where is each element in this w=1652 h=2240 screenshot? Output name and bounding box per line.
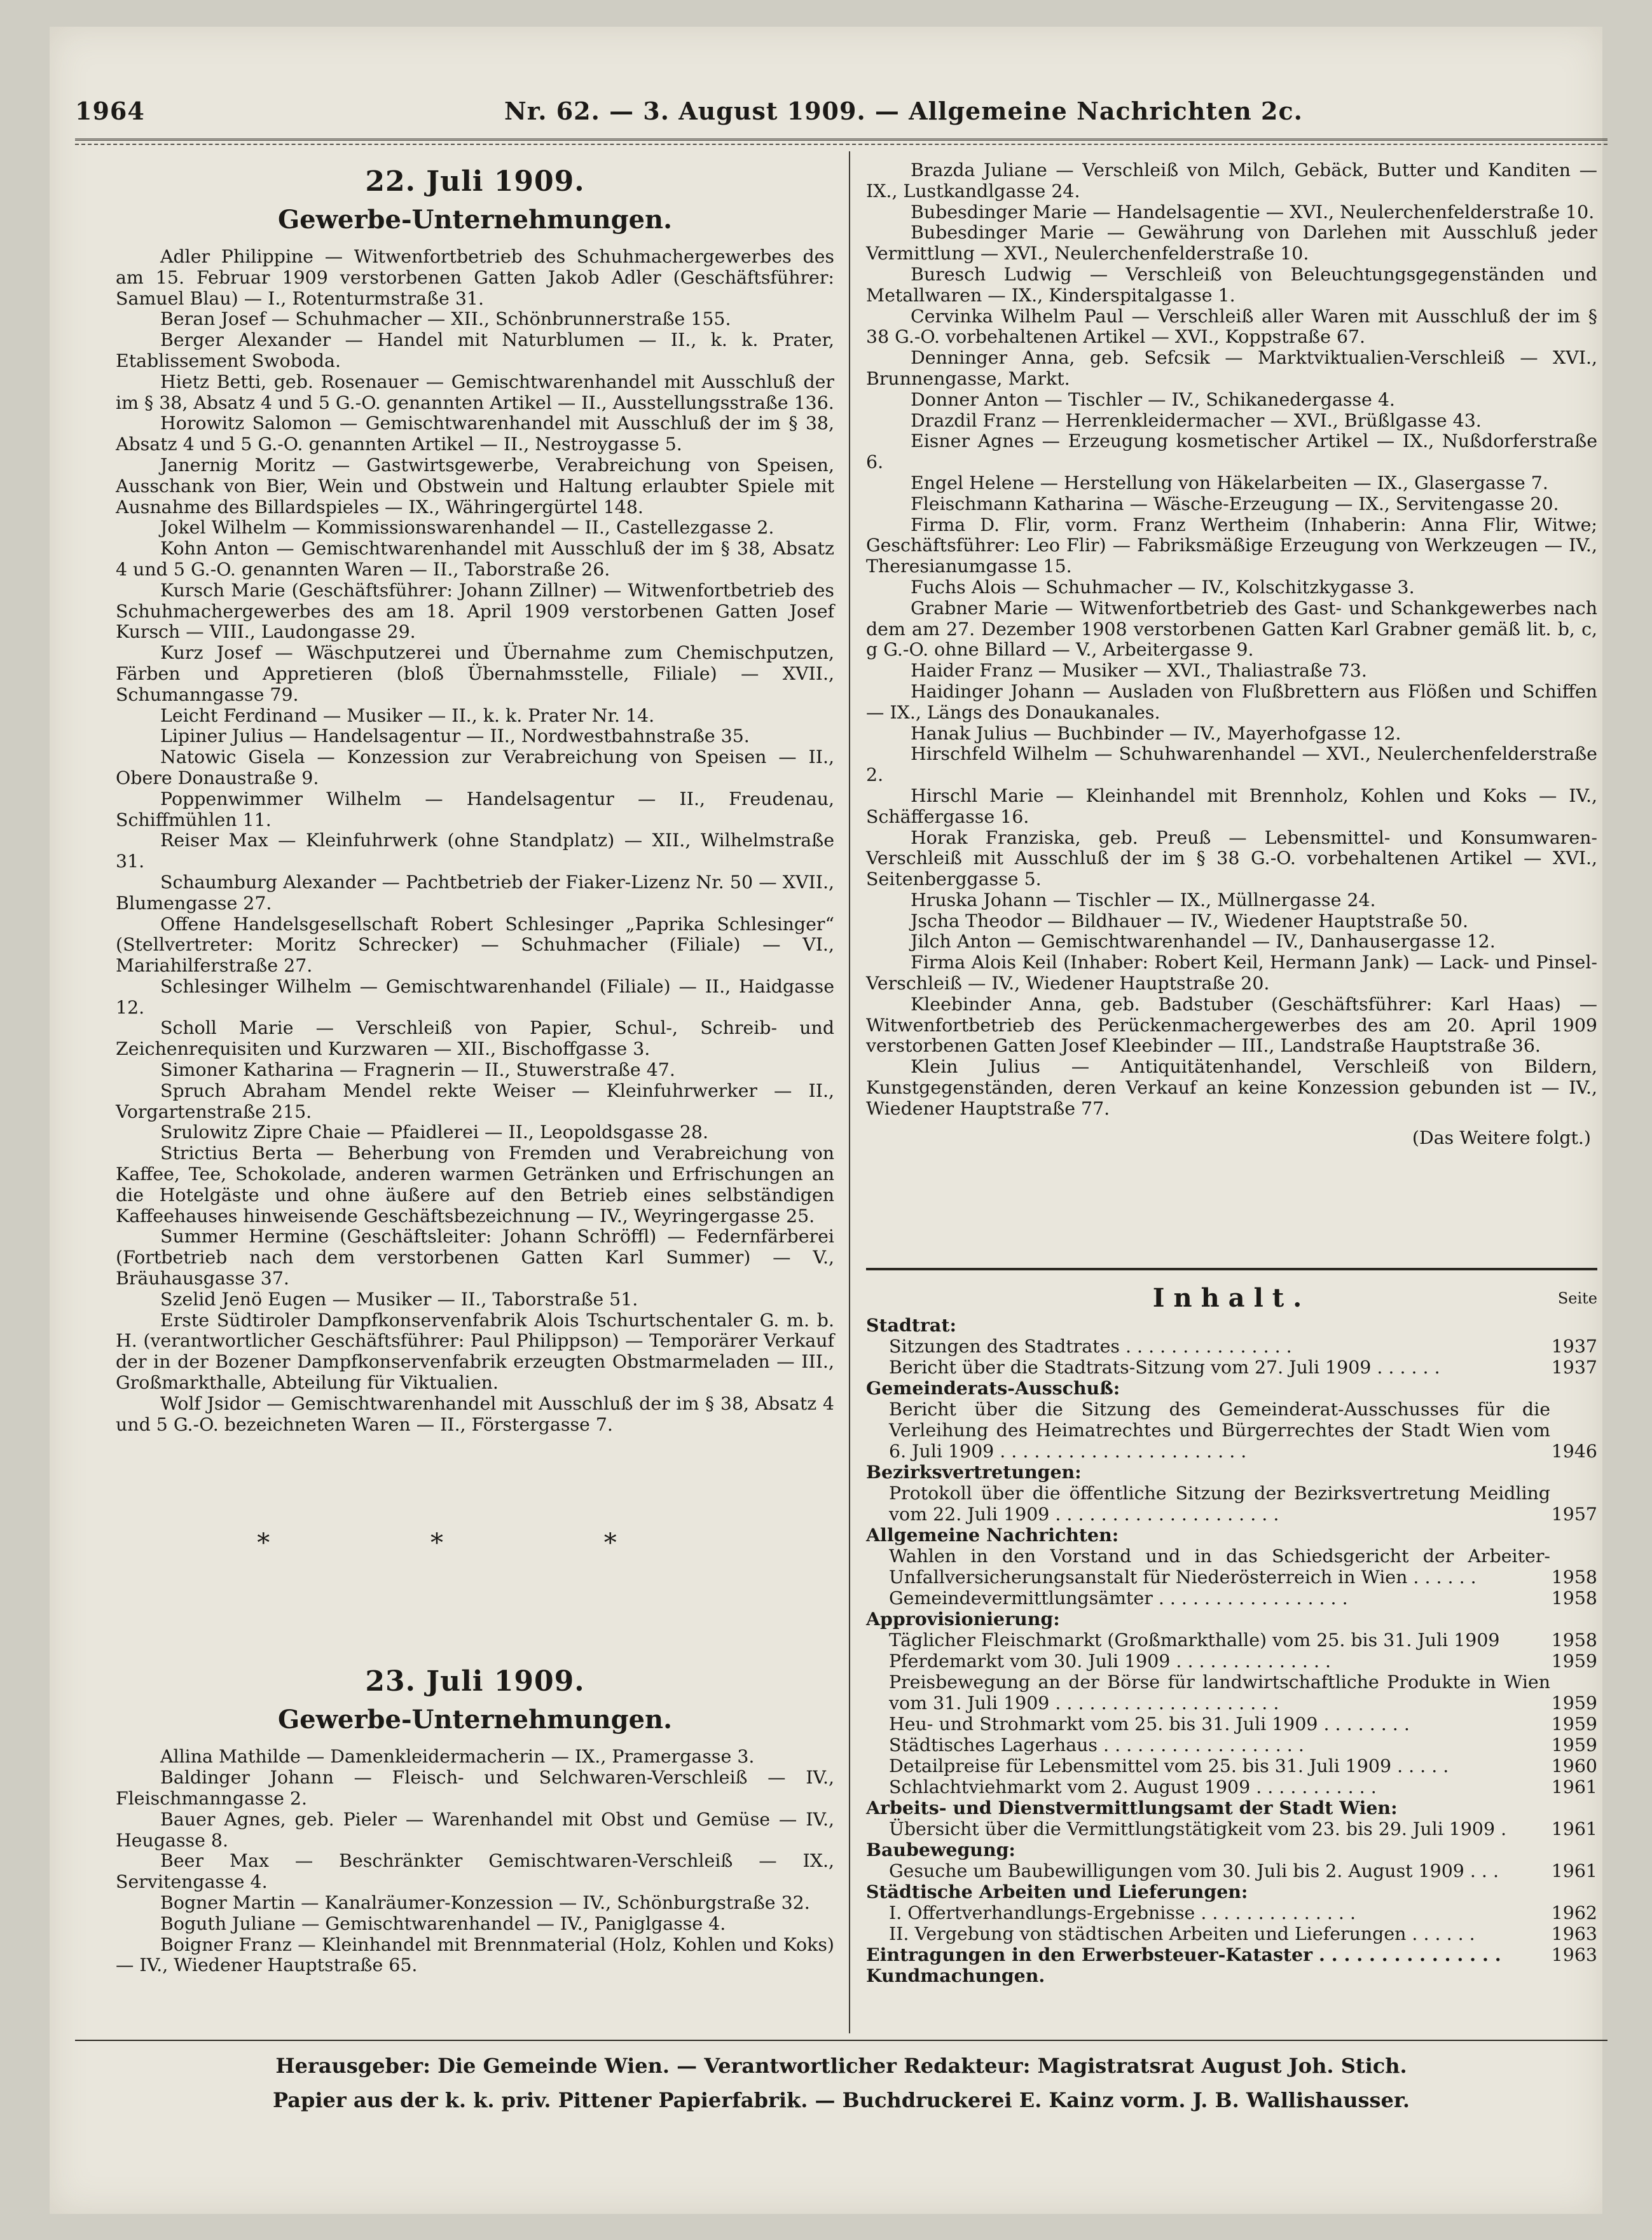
- list-item: Jscha Theodor — Bildhauer — IV., Wiedener Hauptstraße 50.: [911, 910, 1469, 931]
- list-item: Natowic Gisela — Konzession zur Verabreichung von Speisen — II., Obere Donaustraße 9.: [116, 746, 834, 788]
- list-item: Boguth Juliane — Gemischtwarenhandel — IV., Paniglgasse 4.: [160, 1913, 726, 1934]
- toc-page-number: 1937: [1551, 1336, 1597, 1357]
- toc-entry: [866, 1357, 1597, 1378]
- publisher-line: Herausgeber: Die Gemeinde Wien. — Verantwortlicher Redakteur: Magistratsrat August Joh. Stich.: [275, 2054, 1407, 2078]
- list-item: Bauer Agnes, geb. Pieler — Warenhandel mit Obst und Gemüse — IV., Heugasse 8.: [116, 1808, 834, 1851]
- toc-page-number: 1959: [1551, 1693, 1597, 1714]
- toc-entry: [866, 1672, 1597, 1714]
- list-item: Drazdil Franz — Herrenkleidermacher — XVI., Brüßlgasse 43.: [911, 409, 1482, 431]
- toc-category: [866, 1944, 1597, 1965]
- toc-category-label: Allgemeine Nachrichten:: [866, 1524, 1119, 1546]
- list-item: Schaumburg Alexander — Pachtbetrieb der Fiaker-Lizenz Nr. 50 — XVII., Blumengasse 27.: [116, 871, 834, 914]
- toc-category: [866, 1525, 1597, 1546]
- printer-line: Papier aus der k. k. priv. Pittener Papierfabrik. — Buchdruckerei E. Kainz vorm. J. B. Wallishausser.: [273, 2088, 1410, 2112]
- list-item: Jokel Wilhelm — Kommissionswarenhandel — II., Castellezgasse 2.: [160, 517, 774, 539]
- toc-category-label: Eintragungen in den Erwerbsteuer-Kataster . . . . . . . . . . . . . . .: [866, 1944, 1501, 1965]
- toc-category: [866, 1839, 1597, 1860]
- toc-category-label: Approvisionierung:: [866, 1608, 1060, 1630]
- list-item: Reiser Max — Kleinfuhrwerk (ohne Standplatz) — XII., Wilhelmstraße 31.: [116, 830, 834, 872]
- list-item: Haidinger Johann — Ausladen von Flußbrettern aus Flößen und Schiffen — IX., Längs des Donaukanales.: [866, 680, 1597, 723]
- list-item: Offene Handelsgesellschaft Robert Schlesinger „Paprika Schlesinger“ (Stellvertreter: Moritz Schrecker) — Schuhmacher (Filiale) — VI., Mariahilferstraße 27.: [116, 913, 834, 977]
- list-item: Firma Alois Keil (Inhaber: Robert Keil, Hermann Jank) — Lack- und Pinsel-Verschleiß — IV., Wiedener Hauptstraße 20.: [866, 952, 1597, 994]
- list-item: Strictius Berta — Beherbung von Fremden und Verabreichung von Kaffee, Tee, Schokolade, anderen warmen Getränken und Erfrischungen an die Hotelgäste und ohne äußere auf den Betrieb eines selbständigen Kaffeehauses hinweisende Geschäftsbezeichnung — IV., Weyringergasse 25.: [116, 1143, 834, 1227]
- toc-entry: [866, 1651, 1597, 1672]
- toc-category-label: Bezirksvertretungen:: [866, 1461, 1082, 1483]
- section-heading: Gewerbe-Unternehmungen.: [277, 1705, 673, 1735]
- list-item: Horak Franziska, geb. Preuß — Lebensmittel- und Konsumwaren-Verschleiß mit Ausschluß der im § 38 G.-O. vorbehaltenen Artikel — XVI., Seitenberggasse 5.: [866, 827, 1597, 890]
- toc-entry: [866, 1860, 1597, 1881]
- toc-entry: [866, 1714, 1597, 1735]
- left-column: [116, 160, 834, 1976]
- list-item: Boigner Franz — Kleinhandel mit Brennmaterial (Holz, Kohlen und Koks) — IV., Wiedener Hauptstraße 65.: [116, 1934, 834, 1976]
- list-item: Donner Anton — Tischler — IV., Schikanedergasse 4.: [911, 388, 1395, 410]
- list-item: Horowitz Salomon — Gemischtwarenhandel mit Ausschluß der im § 38, Absatz 4 und 5 G.-O. genannten Artikel — II., Nestroygasse 5.: [116, 413, 834, 455]
- list-item: Engel Helene — Herstellung von Häkelarbeiten — IX., Glasergasse 7.: [911, 472, 1548, 493]
- toc-category: [866, 1965, 1597, 1986]
- page-header: [75, 89, 1614, 134]
- toc-page-number: 1963: [1551, 1923, 1597, 1944]
- list-item: Kursch Marie (Geschäftsführer: Johann Zillner) — Witwenfortbetrieb des Schuhmachergewerbes des am 18. April 1909 verstorbenen Gatten Josef Kursch — VIII., Laudongasse 29.: [116, 579, 834, 643]
- toc-title: Inhalt.: [1152, 1283, 1311, 1313]
- toc-entry: [866, 1756, 1597, 1776]
- toc-category-label: Kundmachungen.: [866, 1965, 1045, 1986]
- toc-page-number: 1937: [1551, 1357, 1597, 1378]
- toc-entry-label: Sitzungen des Stadtrates . . . . . . . . . . . . . . .: [889, 1336, 1292, 1357]
- toc-entry-label: Gesuche um Baubewilligungen vom 30. Juli bis 2. August 1909 . . .: [889, 1860, 1499, 1881]
- toc-category: [866, 1609, 1597, 1630]
- entry-list: [866, 160, 1597, 1120]
- list-item: Hirschl Marie — Kleinhandel mit Brennholz, Kohlen und Koks — IV., Schäffergasse 16.: [866, 785, 1597, 827]
- toc-entry: [866, 1776, 1597, 1797]
- toc-entry-label: II. Vergebung von städtischen Arbeiten und Lieferungen . . . . . .: [889, 1923, 1475, 1944]
- toc-page-number: 1961: [1551, 1860, 1597, 1881]
- list-item: Janernig Moritz — Gastwirtsgewerbe, Verabreichung von Speisen, Ausschank von Bier, Wein und Obstwein und Haltung erlaubter Spiele mit Ausnahme des Billardspieles — IX., Währingergürtel 148.: [116, 454, 834, 518]
- list-item: Erste Südtiroler Dampfkonservenfabrik Alois Tschurtschentaler G. m. b. H. (verantwortlicher Geschäftsführer: Paul Philippson) — Temporärer Verkauf der in der Bozener Dampfkonservenfabrik erzeugten Obstmarmeladen — III., Großmarkthalle, Abteilung für Viktualien.: [116, 1309, 834, 1394]
- list-item: Simoner Katharina — Fragnerin — II., Stuwerstraße 47.: [160, 1059, 675, 1081]
- list-item: Szelid Jenö Eugen — Musiker — II., Taborstraße 51.: [160, 1288, 638, 1310]
- toc-page-column-label: Seite: [1557, 1289, 1597, 1307]
- header-rule: [75, 139, 1607, 141]
- header-title: Nr. 62. — 3. August 1909. — Allgemeine Nachrichten 2c.: [504, 97, 1303, 125]
- toc-entry-label: Bericht über die Sitzung des Gemeinderat-Ausschusses für die Verleihung des Heimatrechtes und Bürgerrechtes der Stadt Wien vom 6. Juli 1909 . . . . . . . . . . . . . . . . . . . . . .: [889, 1399, 1550, 1462]
- list-item: Hirschfeld Wilhelm — Schuhwarenhandel — XVI., Neulerchenfelderstraße 2.: [866, 743, 1597, 786]
- list-item: Klein Julius — Antiquitätenhandel, Verschleiß von Bildern, Kunstgegenständen, deren Verkauf an keine Konzession gebunden ist — IV., Wiedener Hauptstraße 77.: [866, 1056, 1597, 1119]
- list-item: Kleebinder Anna, geb. Badstuber (Geschäftsführer: Karl Haas) — Witwenfortbetrieb des Perückenmachergewerbes des am 20. April 1909 verstorbenen Gatten Josef Kleebinder — III., Landstraße Hauptstraße 36.: [866, 993, 1597, 1057]
- list-item: Baldinger Johann — Fleisch- und Selchwaren-Verschleiß — IV., Fleischmanngasse 2.: [116, 1767, 834, 1810]
- toc-category-label: Gemeinderats-Ausschuß:: [866, 1377, 1120, 1399]
- list-item: Grabner Marie — Witwenfortbetrieb des Gast- und Schankgewerbes nach dem am 27. Dezember 1908 verstorbenen Gatten Karl Grabner gemäß lit. b, c, g G.-O. ohne Billard — V., Arbeitergasse 9.: [866, 597, 1597, 661]
- toc-entry: [866, 1399, 1597, 1462]
- list-item: Fuchs Alois — Schuhmacher — IV., Kolschitzkygasse 3.: [911, 576, 1415, 598]
- toc-entry: [866, 1902, 1597, 1923]
- list-item: Bubesdinger Marie — Handelsagentie — XVI., Neulerchenfelderstraße 10.: [911, 201, 1595, 223]
- list-item: Hietz Betti, geb. Rosenauer — Gemischtwarenhandel mit Ausschluß der im § 38, Absatz 4 und 5 G.-O. genannten Artikel — II., Ausstellungsstraße 136.: [116, 371, 834, 413]
- list-item: Buresch Ludwig — Verschleiß von Beleuchtungsgegenständen und Metallwaren — IX., Kinderspitalgasse 1.: [866, 263, 1597, 306]
- list-item: Fleischmann Katharina — Wäsche-Erzeugung — IX., Servitengasse 20.: [911, 493, 1559, 514]
- toc-page-number: 1961: [1551, 1818, 1597, 1839]
- toc-category: [866, 1881, 1597, 1902]
- toc-category-label: Stadtrat:: [866, 1314, 956, 1336]
- toc-entry-label: Übersicht über die Vermittlungstätigkeit vom 23. bis 29. Juli 1909 .: [889, 1818, 1507, 1839]
- list-item: Beer Max — Beschränkter Gemischtwaren-Verschleiß — IX., Servitengasse 4.: [116, 1850, 834, 1893]
- section-date: 22. Juli 1909.: [365, 165, 585, 198]
- toc-category-label: Baubewegung:: [866, 1839, 1015, 1860]
- toc-page-number: 1946: [1551, 1441, 1597, 1462]
- list-item: Poppenwimmer Wilhelm — Handelsagentur — II., Freudenau, Schiffmühlen 11.: [116, 788, 834, 830]
- list-item: Lipiner Julius — Handelsagentur — II., Nordwestbahnstraße 35.: [160, 725, 750, 747]
- list-item: Bubesdinger Marie — Gewährung von Darlehen mit Ausschluß jeder Vermittlung — XVI., Neulerchenfelderstraße 10.: [866, 222, 1597, 265]
- toc-entry-label: Gemeindevermittlungsämter . . . . . . . . . . . . . . . . .: [889, 1588, 1348, 1609]
- toc-entry-label: Preisbewegung an der Börse für landwirtschaftliche Produkte in Wien vom 31. Juli 1909 . . . . . . . . . . . . . . . . . . . .: [889, 1672, 1550, 1714]
- list-item: Jilch Anton — Gemischtwarenhandel — IV., Danhausergasse 12.: [911, 931, 1496, 952]
- list-item: Schlesinger Wilhelm — Gemischtwarenhandel (Filiale) — II., Haidgasse 12.: [116, 975, 834, 1018]
- toc-entry-label: Protokoll über die öffentliche Sitzung der Bezirksvertretung Meidling vom 22. Juli 1909 . . . . . . . . . . . . . . . . . . . .: [889, 1483, 1550, 1525]
- list-item: Kohn Anton — Gemischtwarenhandel mit Ausschluß der im § 38, Absatz 4 und 5 G.-O. genannten Waren — II., Taborstraße 26.: [116, 538, 834, 580]
- list-item: Haider Franz — Musiker — XVI., Thaliastraße 73.: [911, 660, 1367, 682]
- toc-entry: [866, 1923, 1597, 1944]
- toc-category-label: Arbeits- und Dienstvermittlungsamt der Stadt Wien:: [866, 1797, 1398, 1818]
- toc-entry-label: Schlachtviehmarkt vom 2. August 1909 . . . . . . . . . . .: [889, 1776, 1377, 1797]
- toc-page-number: 1959: [1551, 1714, 1597, 1735]
- list-item: Berger Alexander — Handel mit Naturblumen — II., k. k. Prater, Etablissement Swoboda.: [116, 329, 834, 371]
- list-item: Adler Philippine — Witwenfortbetrieb des Schuhmachergewerbes des am 15. Februar 1909 verstorbenen Gatten Jakob Adler (Geschäftsführer: Samuel Blau) — I., Rotenturmstraße 31.: [116, 246, 834, 309]
- list-item: Wolf Jsidor — Gemischtwarenhandel mit Ausschluß der im § 38, Absatz 4 und 5 G.-O. bezeichneten Waren — II., Förstergasse 7.: [116, 1392, 834, 1435]
- toc-category: [866, 1797, 1597, 1818]
- toc-page-number: 1959: [1551, 1651, 1597, 1672]
- toc-entry-label: Städtisches Lagerhaus . . . . . . . . . . . . . . . . . .: [889, 1735, 1304, 1756]
- continuation-note: (Das Weitere folgt.): [1412, 1127, 1591, 1148]
- toc-category-label: Städtische Arbeiten und Lieferungen:: [866, 1881, 1248, 1902]
- list-item: Cervinka Wilhelm Paul — Verschleiß aller Waren mit Ausschluß der im § 38 G.-O. vorbehaltenen Artikel — XVI., Koppstraße 67.: [866, 305, 1597, 348]
- toc-header: [866, 1282, 1597, 1315]
- page-number: 1964: [75, 97, 145, 125]
- toc-list: [866, 1315, 1597, 1986]
- toc-entry: [866, 1818, 1597, 1839]
- toc-page-number: 1962: [1551, 1902, 1597, 1923]
- toc-page-number: 1961: [1551, 1776, 1597, 1797]
- toc-category: [866, 1315, 1597, 1336]
- toc-entry: [866, 1588, 1597, 1609]
- list-item: Bogner Martin — Kanalräumer-Konzession — IV., Schönburgstraße 32.: [160, 1892, 810, 1913]
- section-separator: * * *: [257, 1529, 693, 1558]
- list-item: Hruska Johann — Tischler — IX., Müllnergasse 24.: [911, 889, 1376, 910]
- list-item: Leicht Ferdinand — Musiker — II., k. k. Prater Nr. 14.: [160, 704, 655, 726]
- column-divider: [849, 151, 850, 2033]
- toc-page-number: 1959: [1551, 1735, 1597, 1756]
- list-item: Scholl Marie — Verschleiß von Papier, Schul-, Schreib- und Zeichenrequisiten und Kurzwaren — XII., Bischoffgasse 3.: [116, 1017, 834, 1060]
- list-item: Beran Josef — Schuhmacher — XII., Schönbrunnerstraße 155.: [160, 308, 731, 330]
- list-item: Eisner Agnes — Erzeugung kosmetischer Artikel — IX., Nußdorferstraße 6.: [866, 430, 1597, 473]
- list-item: Kurz Josef — Wäschputzerei und Übernahme zum Chemischputzen, Färben und Appretieren (bloß Übernahmsstelle, Filiale) — XVII., Schumanngasse 79.: [116, 642, 834, 705]
- toc-entry: [866, 1546, 1597, 1588]
- list-item: Denninger Anna, geb. Sefcsik — Marktviktualien-Verschleiß — XVI., Brunnengasse, Markt.: [866, 347, 1597, 389]
- toc-rule: [866, 1268, 1597, 1270]
- toc-page-number: 1960: [1551, 1756, 1597, 1776]
- entry-list: [116, 1747, 834, 1976]
- toc-entry: [866, 1336, 1597, 1357]
- toc-entry: [866, 1630, 1597, 1651]
- toc-page-number: 1957: [1551, 1504, 1597, 1525]
- toc-page-number: 1958: [1551, 1630, 1597, 1651]
- list-item: Brazda Juliane — Verschleiß von Milch, Gebäck, Butter und Kanditen — IX., Lustkandlgasse 24.: [866, 160, 1597, 202]
- entry-list: [116, 247, 834, 1435]
- header-rule-dashed: [75, 144, 1607, 145]
- toc-entry: [866, 1483, 1597, 1525]
- toc-entry-label: Wahlen in den Vorstand und in das Schiedsgericht der Arbeiter-Unfallversicherungsanstalt für Niederösterreich in Wien . . . . . .: [889, 1546, 1550, 1588]
- right-column: [866, 160, 1597, 1149]
- toc-entry-label: Täglicher Fleischmarkt (Großmarkthalle) vom 25. bis 31. Juli 1909: [889, 1630, 1500, 1651]
- toc-entry-label: Pferdemarkt vom 30. Juli 1909 . . . . . . . . . . . . . .: [889, 1651, 1332, 1672]
- toc-category: [866, 1378, 1597, 1399]
- toc-page-number: 1963: [1551, 1944, 1597, 1965]
- list-item: Hanak Julius — Buchbinder — IV., Mayerhofgasse 12.: [911, 722, 1401, 744]
- toc-entry-label: Heu- und Strohmarkt vom 25. bis 31. Juli 1909 . . . . . . . .: [889, 1714, 1410, 1735]
- list-item: Allina Mathilde — Damenkleidermacherin — IX., Pramergasse 3.: [160, 1746, 755, 1768]
- list-item: Srulowitz Zipre Chaie — Pfaidlerei — II., Leopoldsgasse 28.: [160, 1122, 709, 1143]
- toc-category: [866, 1462, 1597, 1483]
- section-date: 23. Juli 1909.: [365, 1665, 585, 1698]
- toc-entry-label: Bericht über die Stadtrats-Sitzung vom 27. Juli 1909 . . . . . .: [889, 1357, 1440, 1378]
- section-heading: Gewerbe-Unternehmungen.: [277, 205, 673, 235]
- list-item: Firma D. Flir, vorm. Franz Wertheim (Inhaberin: Anna Flir, Witwe; Geschäftsführer: Leo Flir) — Fabriksmäßige Erzeugung von Werkzeugen — IV., Theresianumgasse 15.: [866, 514, 1597, 577]
- list-item: Spruch Abraham Mendel rekte Weiser — Kleinfuhrwerker — II., Vorgartenstraße 215.: [116, 1080, 834, 1122]
- footer-rule: [75, 2040, 1607, 2041]
- list-item: Summer Hermine (Geschäftsleiter: Johann Schröffl) — Federnfärberei (Fortbetrieb nach dem verstorbenen Gatten Karl Summer) — V., Bräuhausgasse 37.: [116, 1226, 834, 1289]
- table-of-contents: [866, 1282, 1597, 1986]
- toc-page-number: 1958: [1551, 1567, 1597, 1588]
- toc-entry: [866, 1735, 1597, 1756]
- toc-page-number: 1958: [1551, 1588, 1597, 1609]
- toc-entry-label: I. Offertverhandlungs-Ergebnisse . . . . . . . . . . . . . .: [889, 1902, 1356, 1923]
- toc-entry-label: Detailpreise für Lebensmittel vom 25. bis 31. Juli 1909 . . . . .: [889, 1756, 1449, 1776]
